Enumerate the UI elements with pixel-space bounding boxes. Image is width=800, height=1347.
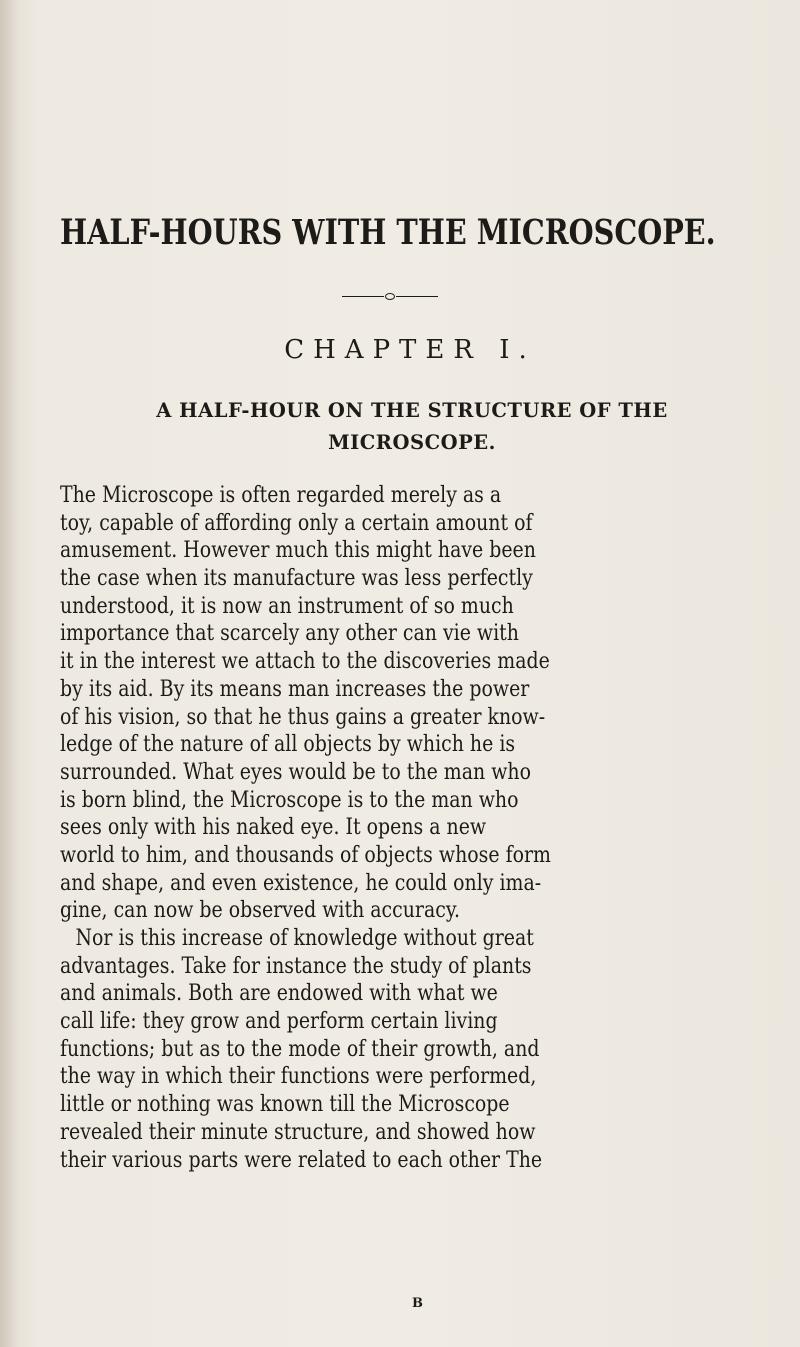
text-line: by its aid. By its means man increases the power [60, 676, 530, 702]
text-line: world to him, and thousands of objects whose form [60, 842, 551, 868]
running-title: HALF-HOURS WITH THE MICROSCOPE. [60, 212, 716, 253]
text-line: functions; but as to the mode of their growth, and [60, 1036, 540, 1062]
ornament-rule-right [396, 296, 438, 297]
text-line: revealed their minute structure, and showed how [60, 1119, 536, 1145]
title-ornament [342, 292, 438, 300]
text-line: and shape, and even existence, he could only ima- [60, 870, 542, 896]
text-line: it in the interest we attach to the discoveries made [60, 649, 550, 675]
chapter-heading: CHAPTER I. [284, 335, 536, 365]
text-line: toy, capable of affording only a certain amount of [60, 510, 533, 536]
text-line: surrounded. What eyes would be to the man who [60, 759, 531, 785]
text-line: and animals. Both are endowed with what we [60, 981, 498, 1007]
text-line: The Microscope is often regarded merely as a [60, 483, 502, 508]
section-title-line-2: MICROSCOPE. [328, 431, 496, 454]
body-text [60, 482, 800, 1174]
signature-mark: B [412, 1296, 423, 1311]
ornament-oval [385, 293, 395, 300]
text-line: little or nothing was known till the Microscope [60, 1092, 510, 1118]
ornament-rule-left [342, 296, 384, 297]
section-title [72, 395, 752, 459]
page-gutter-shadow [0, 0, 18, 1347]
text-line: call life: they grow and perform certain living [60, 1009, 498, 1035]
text-line: Nor is this increase of knowledge without great [75, 926, 534, 951]
section-title-line-1: A HALF-HOUR ON THE STRUCTURE OF THE [156, 399, 668, 422]
text-line: advantages. Take for instance the study of plants [60, 953, 532, 979]
text-line: ledge of the nature of all objects by which he is [60, 732, 516, 758]
text-line: is born blind, the Microscope is to the man who [60, 787, 519, 813]
text-line: the way in which their functions were performed, [60, 1064, 537, 1090]
text-line: amusement. However much this might have been [60, 538, 536, 564]
text-line: the case when its manufacture was less perfectly [60, 566, 533, 592]
text-line: gine, can now be observed with accuracy. [60, 898, 461, 924]
text-line: sees only with his naked eye. It opens a new [60, 815, 487, 841]
text-line: their various parts were related to each other The [60, 1147, 543, 1173]
text-line: of his vision, so that he thus gains a greater know- [60, 704, 546, 730]
text-line: importance that scarcely any other can vie with [60, 621, 519, 647]
text-line: understood, it is now an instrument of so much [60, 593, 514, 619]
